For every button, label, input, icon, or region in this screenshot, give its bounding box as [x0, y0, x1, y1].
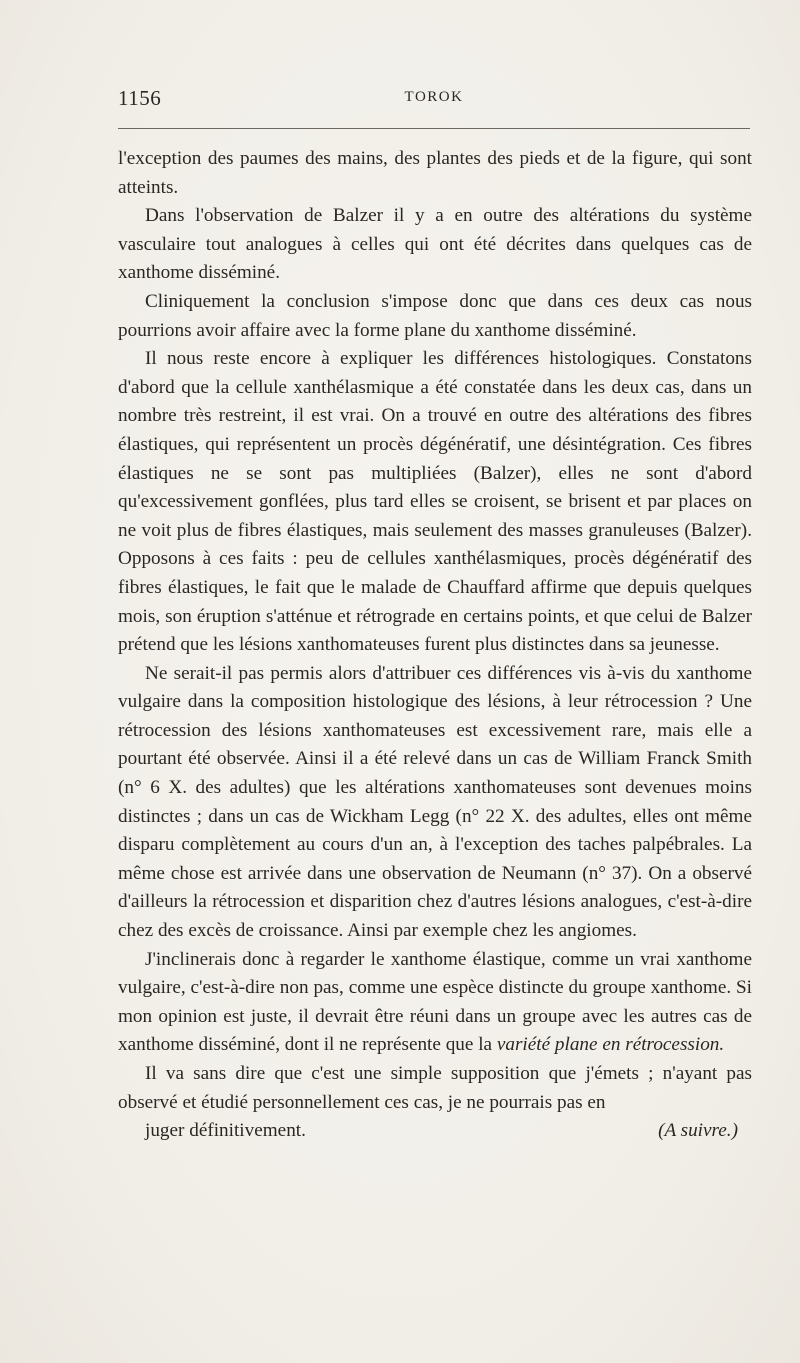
- paragraph: Dans l'observation de Balzer il y a en outre des altérations du système vasculaire tout analogues à celles qui ont été décrites dans quelques cas de xanthome disséminé.: [118, 205, 752, 284]
- header-rule: [118, 128, 750, 129]
- paragraph-text: J'inclinerais donc à regarder le xanthome élastique, comme un vrai xanthome vulgaire, c'est-à-dire non pas, comme une espèce distincte du groupe xanthome. Si mon opinion est juste, il devrait être réuni dans un groupe avec les autres cas de xanthome disséminé, dont il ne représente que la: [118, 948, 752, 1056]
- paragraph: [118, 1060, 752, 1146]
- paragraph: Il nous reste encore à expliquer les différences histologiques. Constatons d'abord que la cellule xanthélasmique a été constatée dans les deux cas, dans un nombre très restreint, il est vrai. On a trouvé en outre des altérations des fibres élastiques, qui représentent un procès dégénératif, une désintégration. Ces fibres élastiques ne se sont pas multipliées (Balzer), elles ne sont d'abord qu'excessivement gonflées, plus tard elles se croisent, se brisent et par places on ne voit plus de fibres élastiques, mais seulement des masses granuleuses (Balzer). Opposons à ces faits : peu de cellules xanthélasmiques, procès dégénératif des fibres élastiques, le fait que le malade de Chauffard affirme que depuis quelques mois, son éruption s'atténue et rétrograde en certains points, et que celui de Balzer prétend que les lésions xanthomateuses furent plus distinctes dans sa jeunesse.: [118, 348, 752, 656]
- article-body: [118, 145, 752, 1146]
- page-header: [118, 86, 750, 114]
- continued-note: (A suivre.): [658, 1120, 738, 1142]
- page-number: 1156: [118, 86, 162, 110]
- paragraph-text: Il va sans dire que c'est une simple supposition que j'émets ; n'ayant pas observé et étudié personnellement ces cas, je ne pourrais pas en: [118, 1063, 752, 1113]
- paragraph: [118, 946, 752, 1060]
- closing-text: juger définitivement.: [145, 1120, 306, 1142]
- paragraph: Cliniquement la conclusion s'impose donc que dans ces deux cas nous pourrions avoir affaire avec la forme plane du xanthome disséminé.: [118, 290, 752, 341]
- italic-phrase: variété plane en rétrocession.: [496, 1034, 725, 1056]
- paragraph: l'exception des paumes des mains, des plantes des pieds et de la figure, qui sont atteints.: [118, 148, 752, 198]
- paragraph: Ne serait-il pas permis alors d'attribuer ces différences vis à-vis du xanthome vulgaire dans la composition histologique des lésions, à leur rétrocession ? Une rétrocession des lésions xanthomateuses est excessivement rare, mais elle a pourtant été observée. Ainsi il a été relevé dans un cas de William Franck Smith (n° 6 X. des adultes) que les altérations xanthomateuses sont devenues moins distinctes ; dans un cas de Wickham Legg (n° 22 X. des adultes, elles ont même disparu complètement au cours d'un an, à l'exception des taches palpébrales. La même chose est arrivée dans une observation de Neumann (n° 37). On a observé d'ailleurs la rétrocession et disparition chez d'autres lésions analogues, c'est-à-dire chez des excès de croissance. Ainsi par exemple chez les angiomes.: [118, 662, 752, 942]
- running-head: TOROK: [404, 89, 464, 105]
- closing-line: [118, 1117, 752, 1146]
